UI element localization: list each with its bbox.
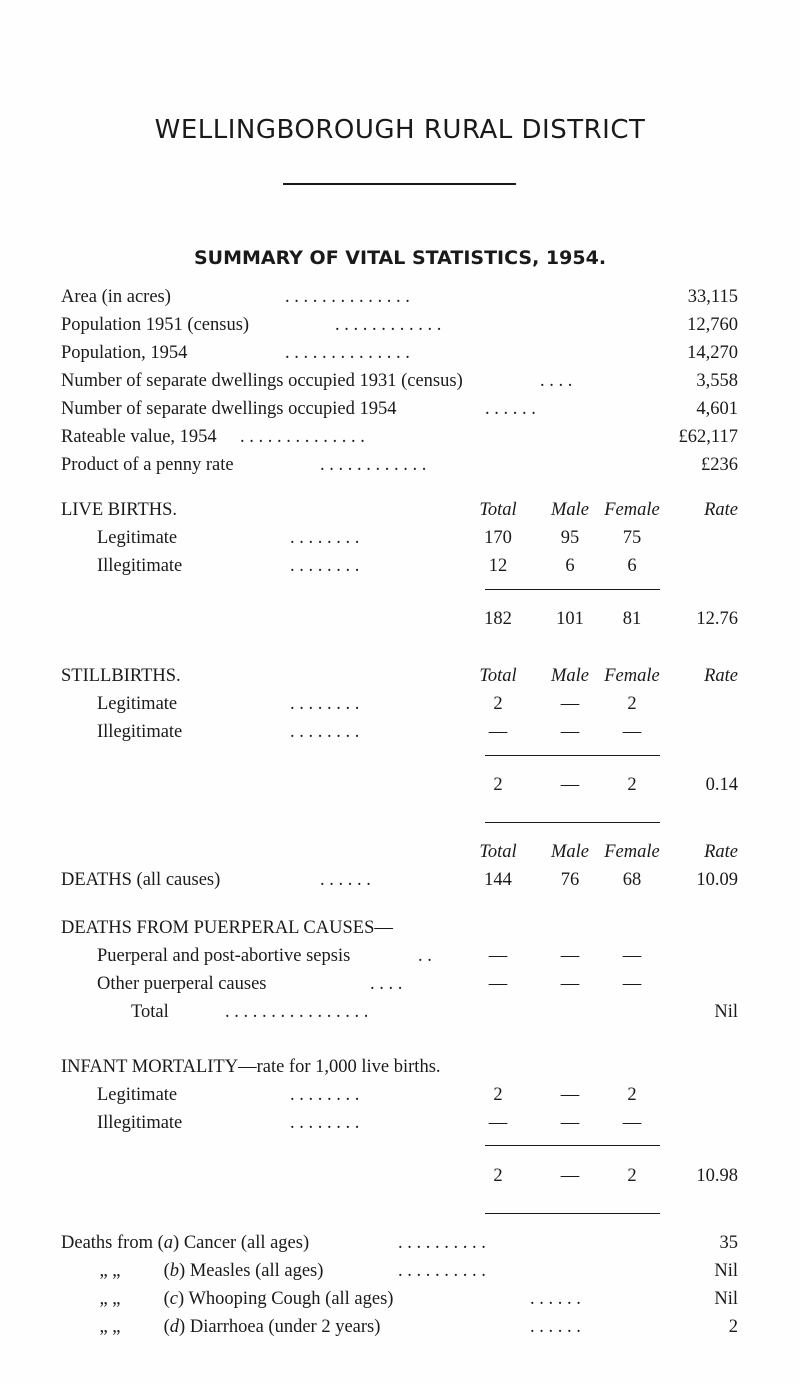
cell-male: — bbox=[560, 1113, 580, 1133]
cell-total: — bbox=[488, 974, 508, 994]
sum-male: 101 bbox=[556, 609, 584, 629]
cause-value: 2 bbox=[728, 1317, 738, 1337]
cell-male: 6 bbox=[565, 556, 575, 576]
cause-label: Measles (all ages) bbox=[189, 1261, 324, 1281]
leader-dots: . . . . . . bbox=[530, 1317, 581, 1337]
sum-total: 182 bbox=[484, 609, 512, 629]
general-value: £236 bbox=[701, 455, 738, 475]
col-header-female: Female bbox=[604, 666, 660, 686]
leader-dots: . . . . . . . . bbox=[290, 722, 360, 742]
leader-dots: . . . . . . . . . . bbox=[398, 1261, 486, 1281]
cell-total: — bbox=[488, 946, 508, 966]
row-label: Legitimate bbox=[97, 1085, 178, 1105]
leader-dots: . . . . . . . . . . . . . . . . bbox=[225, 1002, 369, 1022]
cell-total: 144 bbox=[484, 870, 512, 890]
cell-female: 2 bbox=[627, 694, 637, 714]
leader-dots: . . . . . . bbox=[320, 870, 371, 890]
sum-female: 2 bbox=[627, 1166, 637, 1186]
cause-value: Nil bbox=[714, 1289, 738, 1309]
cause-letter: b bbox=[169, 1261, 180, 1281]
cell-female: 68 bbox=[622, 870, 642, 890]
leader-dots: . . . . . . . . . . . . . . bbox=[285, 287, 410, 307]
cell-male: — bbox=[560, 1085, 580, 1105]
leader-dots: . . . . . . . . bbox=[290, 1113, 360, 1133]
general-label: Rateable value, 1954 bbox=[61, 427, 217, 447]
leader-dots: . . . . . . bbox=[485, 399, 536, 419]
section-rule bbox=[485, 1213, 660, 1214]
general-label: Population, 1954 bbox=[61, 343, 188, 363]
general-value: £62,117 bbox=[678, 427, 738, 447]
cell-female: — bbox=[622, 974, 642, 994]
general-label: Area (in acres) bbox=[61, 287, 171, 307]
cause-value: 35 bbox=[719, 1233, 738, 1253]
row-label: Illegitimate bbox=[97, 556, 183, 576]
col-header-rate: Rate bbox=[704, 500, 738, 520]
cell-total: — bbox=[488, 722, 508, 742]
general-label: Product of a penny rate bbox=[61, 455, 234, 475]
sum-rule bbox=[485, 589, 660, 590]
leader-dots: . . . . . . . . . . . . bbox=[335, 315, 442, 335]
col-header-male: Male bbox=[550, 666, 589, 686]
col-header-rate: Rate bbox=[704, 842, 738, 862]
leader-dots: . . bbox=[418, 946, 432, 966]
leader-dots: . . . . . . . . . . . . . . bbox=[240, 427, 365, 447]
sum-rate: 12.76 bbox=[696, 609, 738, 629]
col-header-total: Total bbox=[479, 666, 517, 686]
sum-rule bbox=[485, 755, 660, 756]
general-value: 33,115 bbox=[687, 287, 738, 307]
district-title: WELLINGBOROUGH RURAL DISTRICT bbox=[154, 115, 646, 145]
row-label: Illegitimate bbox=[97, 1113, 183, 1133]
sum-male: — bbox=[560, 1166, 580, 1186]
general-value: 4,601 bbox=[696, 399, 738, 419]
leader-dots: . . . . . . . . . . . . bbox=[320, 455, 427, 475]
cell-rate: Nil bbox=[714, 1002, 738, 1022]
sum-total: 2 bbox=[493, 1166, 503, 1186]
general-value: 14,270 bbox=[687, 343, 738, 363]
cause-row: „ „ (d) Diarrhoea (under 2 years) bbox=[61, 1317, 380, 1338]
general-label: Population 1951 (census) bbox=[61, 315, 250, 335]
cause-label: Diarrhoea (under 2 years) bbox=[189, 1317, 381, 1337]
leader-dots: . . . . . . . . bbox=[290, 1085, 360, 1105]
general-value: 3,558 bbox=[696, 371, 738, 391]
leader-dots: . . . . . . . . . . bbox=[398, 1233, 486, 1253]
title-rule bbox=[283, 183, 516, 185]
col-header-rate: Rate bbox=[704, 666, 738, 686]
cause-letter: d bbox=[169, 1317, 180, 1337]
row-label: Puerperal and post-abortive sepsis bbox=[97, 946, 351, 966]
cause-label: Whooping Cough (all ages) bbox=[188, 1289, 394, 1309]
ditto-mark: „ „ bbox=[99, 1317, 121, 1337]
sum-total: 2 bbox=[493, 775, 503, 795]
cause-row: „ „ (c) Whooping Cough (all ages) bbox=[61, 1289, 393, 1310]
ditto-mark: „ „ bbox=[99, 1289, 121, 1309]
general-label: Number of separate dwellings occupied 1931 (census) bbox=[61, 371, 463, 391]
cause-letter: c bbox=[169, 1289, 179, 1309]
cause-row: „ „ (b) Measles (all ages) bbox=[61, 1261, 323, 1282]
section-heading: DEATHS FROM PUERPERAL CAUSES— bbox=[61, 918, 393, 938]
cell-total: 12 bbox=[488, 556, 508, 576]
cell-male: — bbox=[560, 974, 580, 994]
cause-intro: Deaths from bbox=[61, 1233, 153, 1253]
section-heading: LIVE BIRTHS. bbox=[61, 500, 178, 520]
row-label: Legitimate bbox=[97, 528, 178, 548]
cell-rate: 10.09 bbox=[696, 870, 738, 890]
leader-dots: . . . . bbox=[370, 974, 403, 994]
leader-dots: . . . . . . . . bbox=[290, 694, 360, 714]
sum-male: — bbox=[560, 775, 580, 795]
cell-female: — bbox=[622, 722, 642, 742]
sum-rule bbox=[485, 1145, 660, 1146]
col-header-female: Female bbox=[604, 500, 660, 520]
cause-letter: a bbox=[163, 1233, 174, 1253]
row-label: Legitimate bbox=[97, 694, 178, 714]
cause-value: Nil bbox=[714, 1261, 738, 1281]
sum-rate: 0.14 bbox=[705, 775, 738, 795]
row-label: Illegitimate bbox=[97, 722, 183, 742]
sum-female: 81 bbox=[622, 609, 642, 629]
cell-total: 2 bbox=[493, 1085, 503, 1105]
cell-female: 6 bbox=[627, 556, 637, 576]
leader-dots: . . . . . . . . bbox=[290, 556, 360, 576]
leader-dots: . . . . bbox=[540, 371, 573, 391]
cell-male: 95 bbox=[560, 528, 580, 548]
col-header-total: Total bbox=[479, 500, 517, 520]
sum-female: 2 bbox=[627, 775, 637, 795]
section-rule bbox=[485, 822, 660, 823]
row-label: Total bbox=[131, 1002, 169, 1022]
leader-dots: . . . . . . . . . . . . . . bbox=[285, 343, 410, 363]
summary-title: SUMMARY OF VITAL STATISTICS, 1954. bbox=[193, 247, 607, 269]
sum-rate: 10.98 bbox=[696, 1166, 738, 1186]
leader-dots: . . . . . . . . bbox=[290, 528, 360, 548]
cell-male: — bbox=[560, 694, 580, 714]
col-header-male: Male bbox=[550, 500, 589, 520]
row-label: Other puerperal causes bbox=[97, 974, 267, 994]
leader-dots: . . . . . . bbox=[530, 1289, 581, 1309]
col-header-total: Total bbox=[479, 842, 517, 862]
cell-total: — bbox=[488, 1113, 508, 1133]
cell-total: 170 bbox=[484, 528, 512, 548]
col-header-male: Male bbox=[550, 842, 589, 862]
section-heading: STILLBIRTHS. bbox=[61, 666, 181, 686]
cell-female: — bbox=[622, 946, 642, 966]
cell-male: — bbox=[560, 946, 580, 966]
cell-male: — bbox=[560, 722, 580, 742]
cause-row: Deaths from (a) Cancer (all ages) bbox=[61, 1233, 310, 1253]
general-value: 12,760 bbox=[687, 315, 738, 335]
cause-label: Cancer (all ages) bbox=[183, 1233, 310, 1253]
cell-total: 2 bbox=[493, 694, 503, 714]
section-heading: INFANT MORTALITY—rate for 1,000 live births. bbox=[61, 1057, 441, 1077]
general-label: Number of separate dwellings occupied 1954 bbox=[61, 399, 397, 419]
cell-male: 76 bbox=[560, 870, 580, 890]
cell-female: 2 bbox=[627, 1085, 637, 1105]
cell-female: — bbox=[622, 1113, 642, 1133]
row-label: DEATHS (all causes) bbox=[61, 870, 221, 890]
col-header-female: Female bbox=[604, 842, 660, 862]
ditto-mark: „ „ bbox=[99, 1261, 121, 1281]
cell-female: 75 bbox=[622, 528, 642, 548]
